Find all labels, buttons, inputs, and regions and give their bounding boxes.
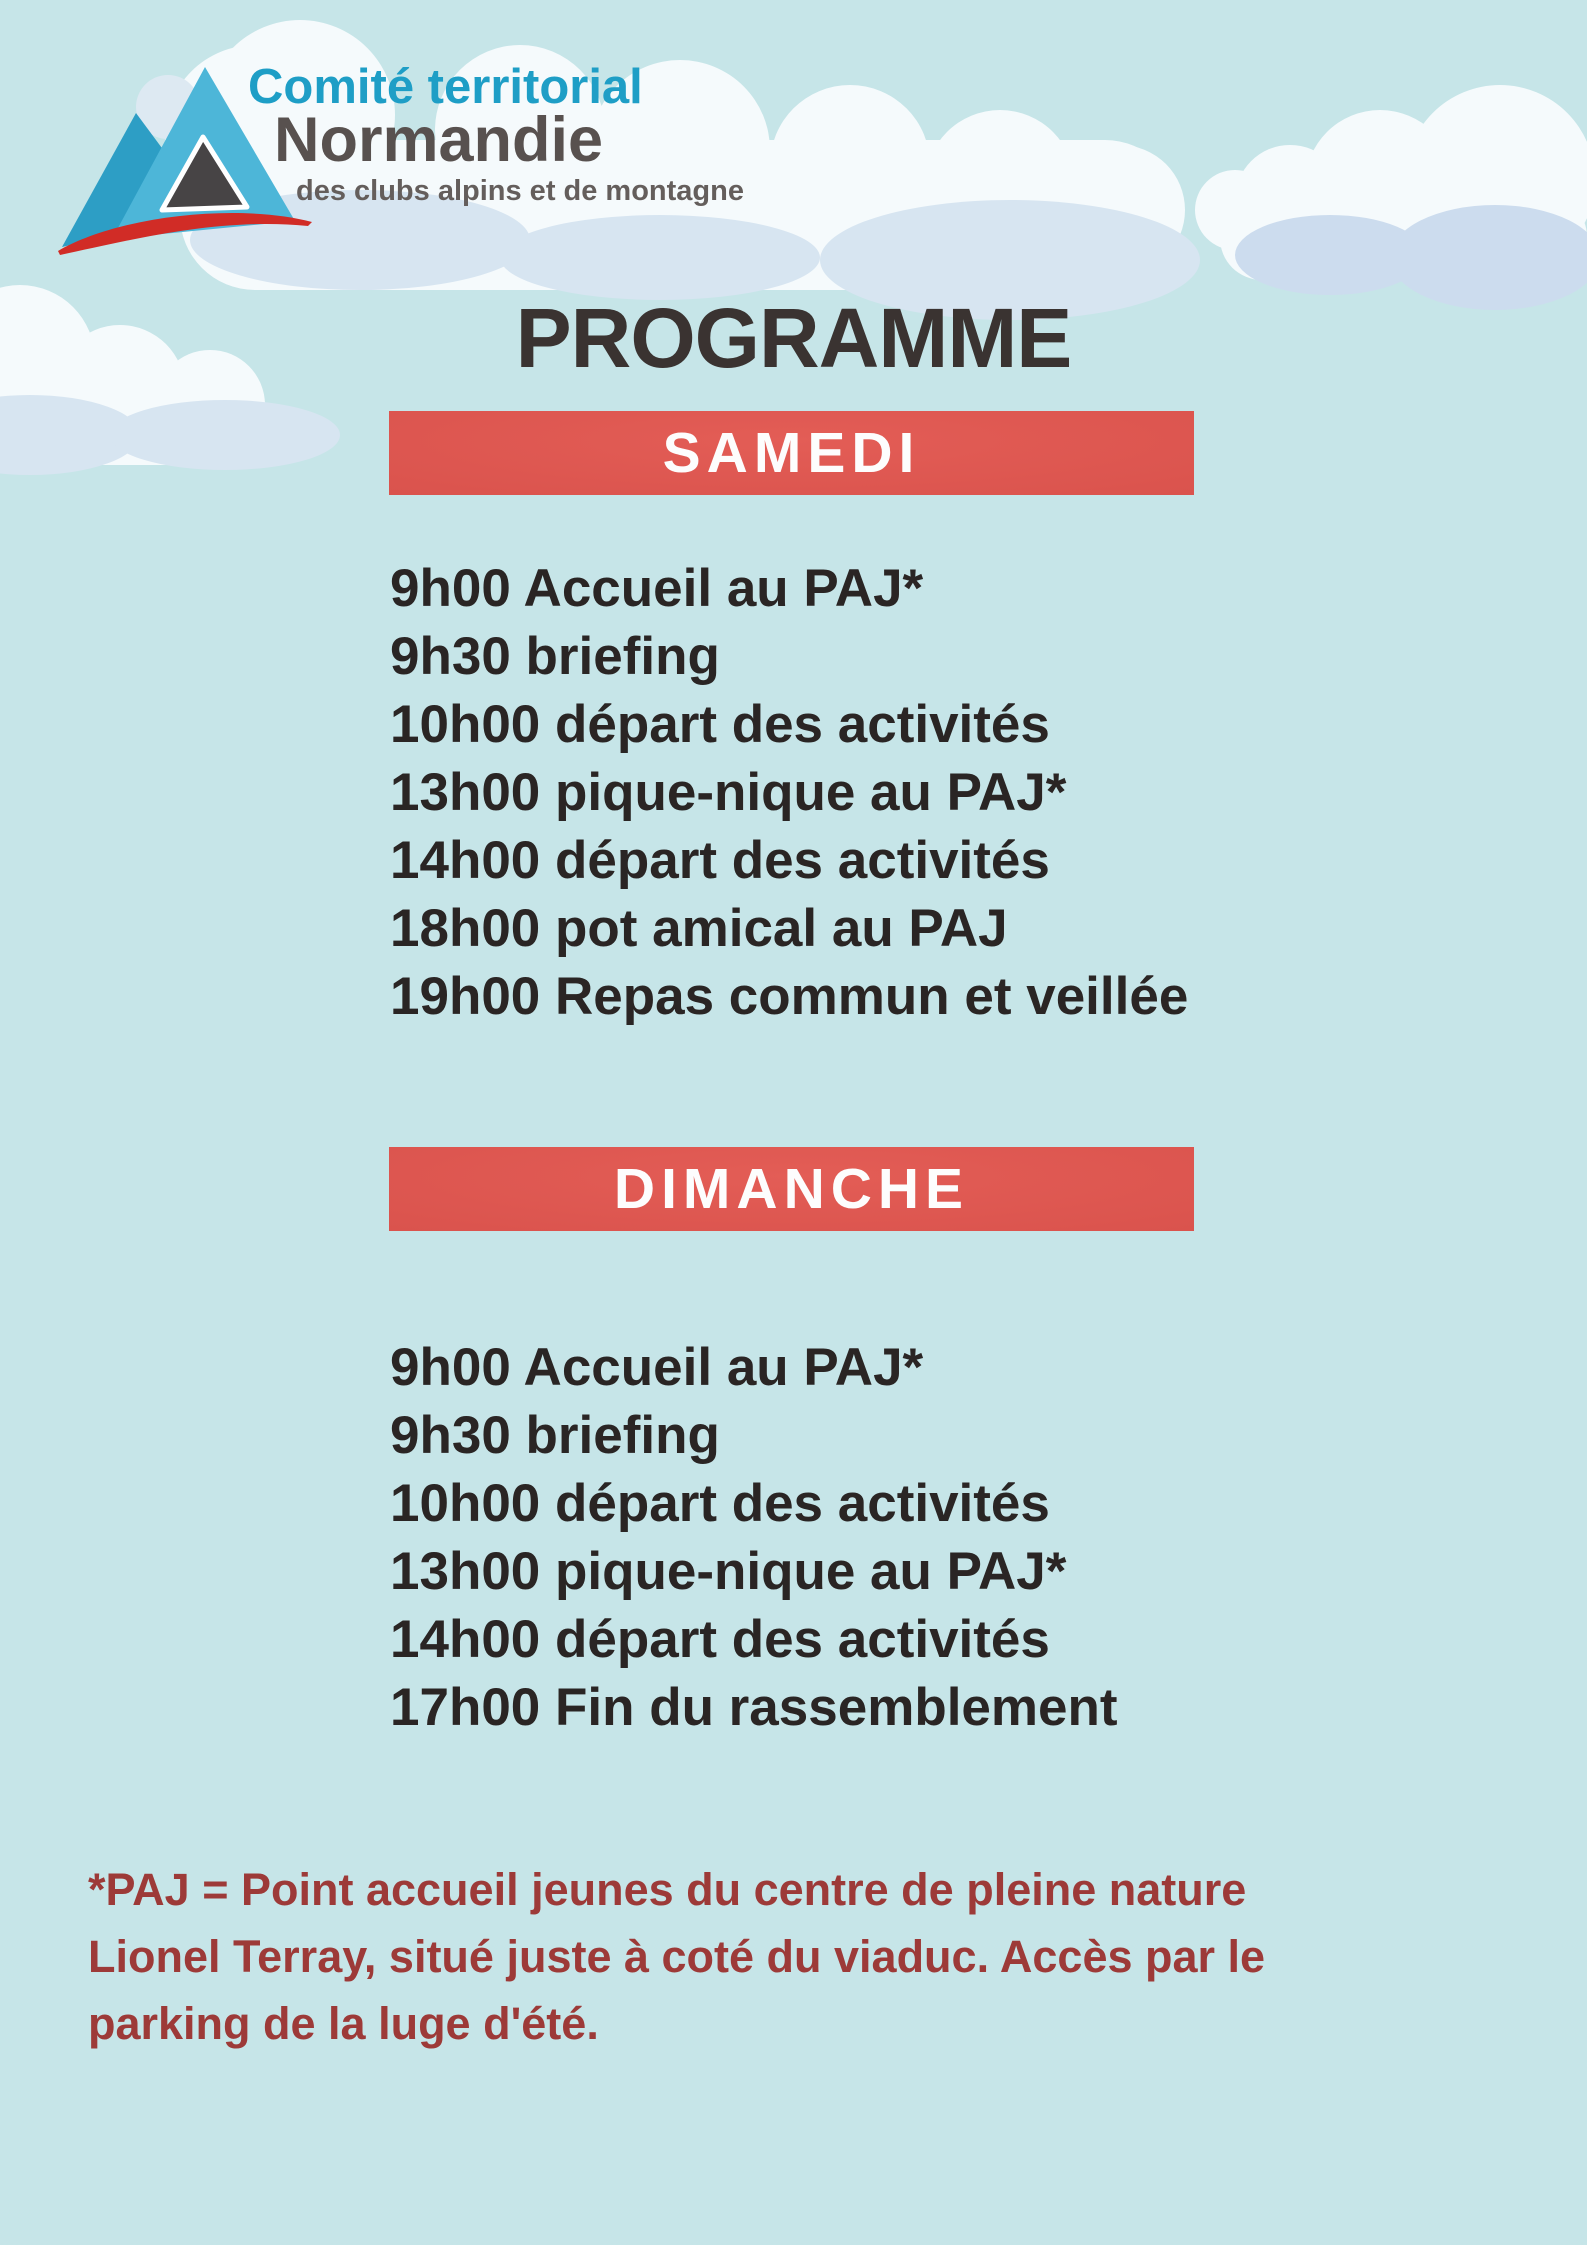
schedule-dimanche [390, 1334, 1118, 1742]
day-banner-dimanche [389, 1147, 1194, 1231]
footnote-line: Lionel Terray, situé juste à coté du viaduc. Accès par le [88, 1931, 1266, 1982]
day-banner-samedi [389, 411, 1194, 495]
logo-org-name: Comité territorial [248, 60, 643, 114]
schedule-item: 10h00 départ des activités [390, 1474, 1050, 1533]
schedule-item: 9h30 briefing [390, 627, 720, 686]
schedule-item: 10h00 départ des activités [390, 695, 1050, 754]
cloud-shadow [110, 400, 340, 470]
schedule-item: 14h00 départ des activités [390, 831, 1050, 890]
club-logo [0, 0, 800, 320]
schedule-item: 17h00 Fin du rassemblement [390, 1678, 1118, 1737]
footnote-line: parking de la luge d'été. [88, 1998, 599, 2049]
schedule-item: 9h30 briefing [390, 1406, 720, 1465]
schedule-item: 14h00 départ des activités [390, 1610, 1050, 1669]
schedule-item: 13h00 pique-nique au PAJ* [390, 763, 1067, 822]
page-title: PROGRAMME [515, 291, 1072, 385]
schedule-item: 19h00 Repas commun et veillée [390, 967, 1189, 1026]
schedule-item: 9h00 Accueil au PAJ* [390, 1338, 924, 1397]
schedule-item: 13h00 pique-nique au PAJ* [390, 1542, 1067, 1601]
paj-footnote [88, 1856, 1558, 2057]
logo-region-name: Normandie [274, 105, 604, 175]
day-banner-label: SAMEDI [662, 420, 921, 485]
schedule-item: 18h00 pot amical au PAJ [390, 899, 1008, 958]
schedule-samedi [390, 555, 1188, 1031]
day-banner-label: DIMANCHE [613, 1156, 970, 1221]
schedule-item: 9h00 Accueil au PAJ* [390, 559, 924, 618]
logo-subtitle: des clubs alpins et de montagne [296, 175, 744, 207]
footnote-line: *PAJ = Point accueil jeunes du centre de pleine nature [88, 1864, 1247, 1915]
